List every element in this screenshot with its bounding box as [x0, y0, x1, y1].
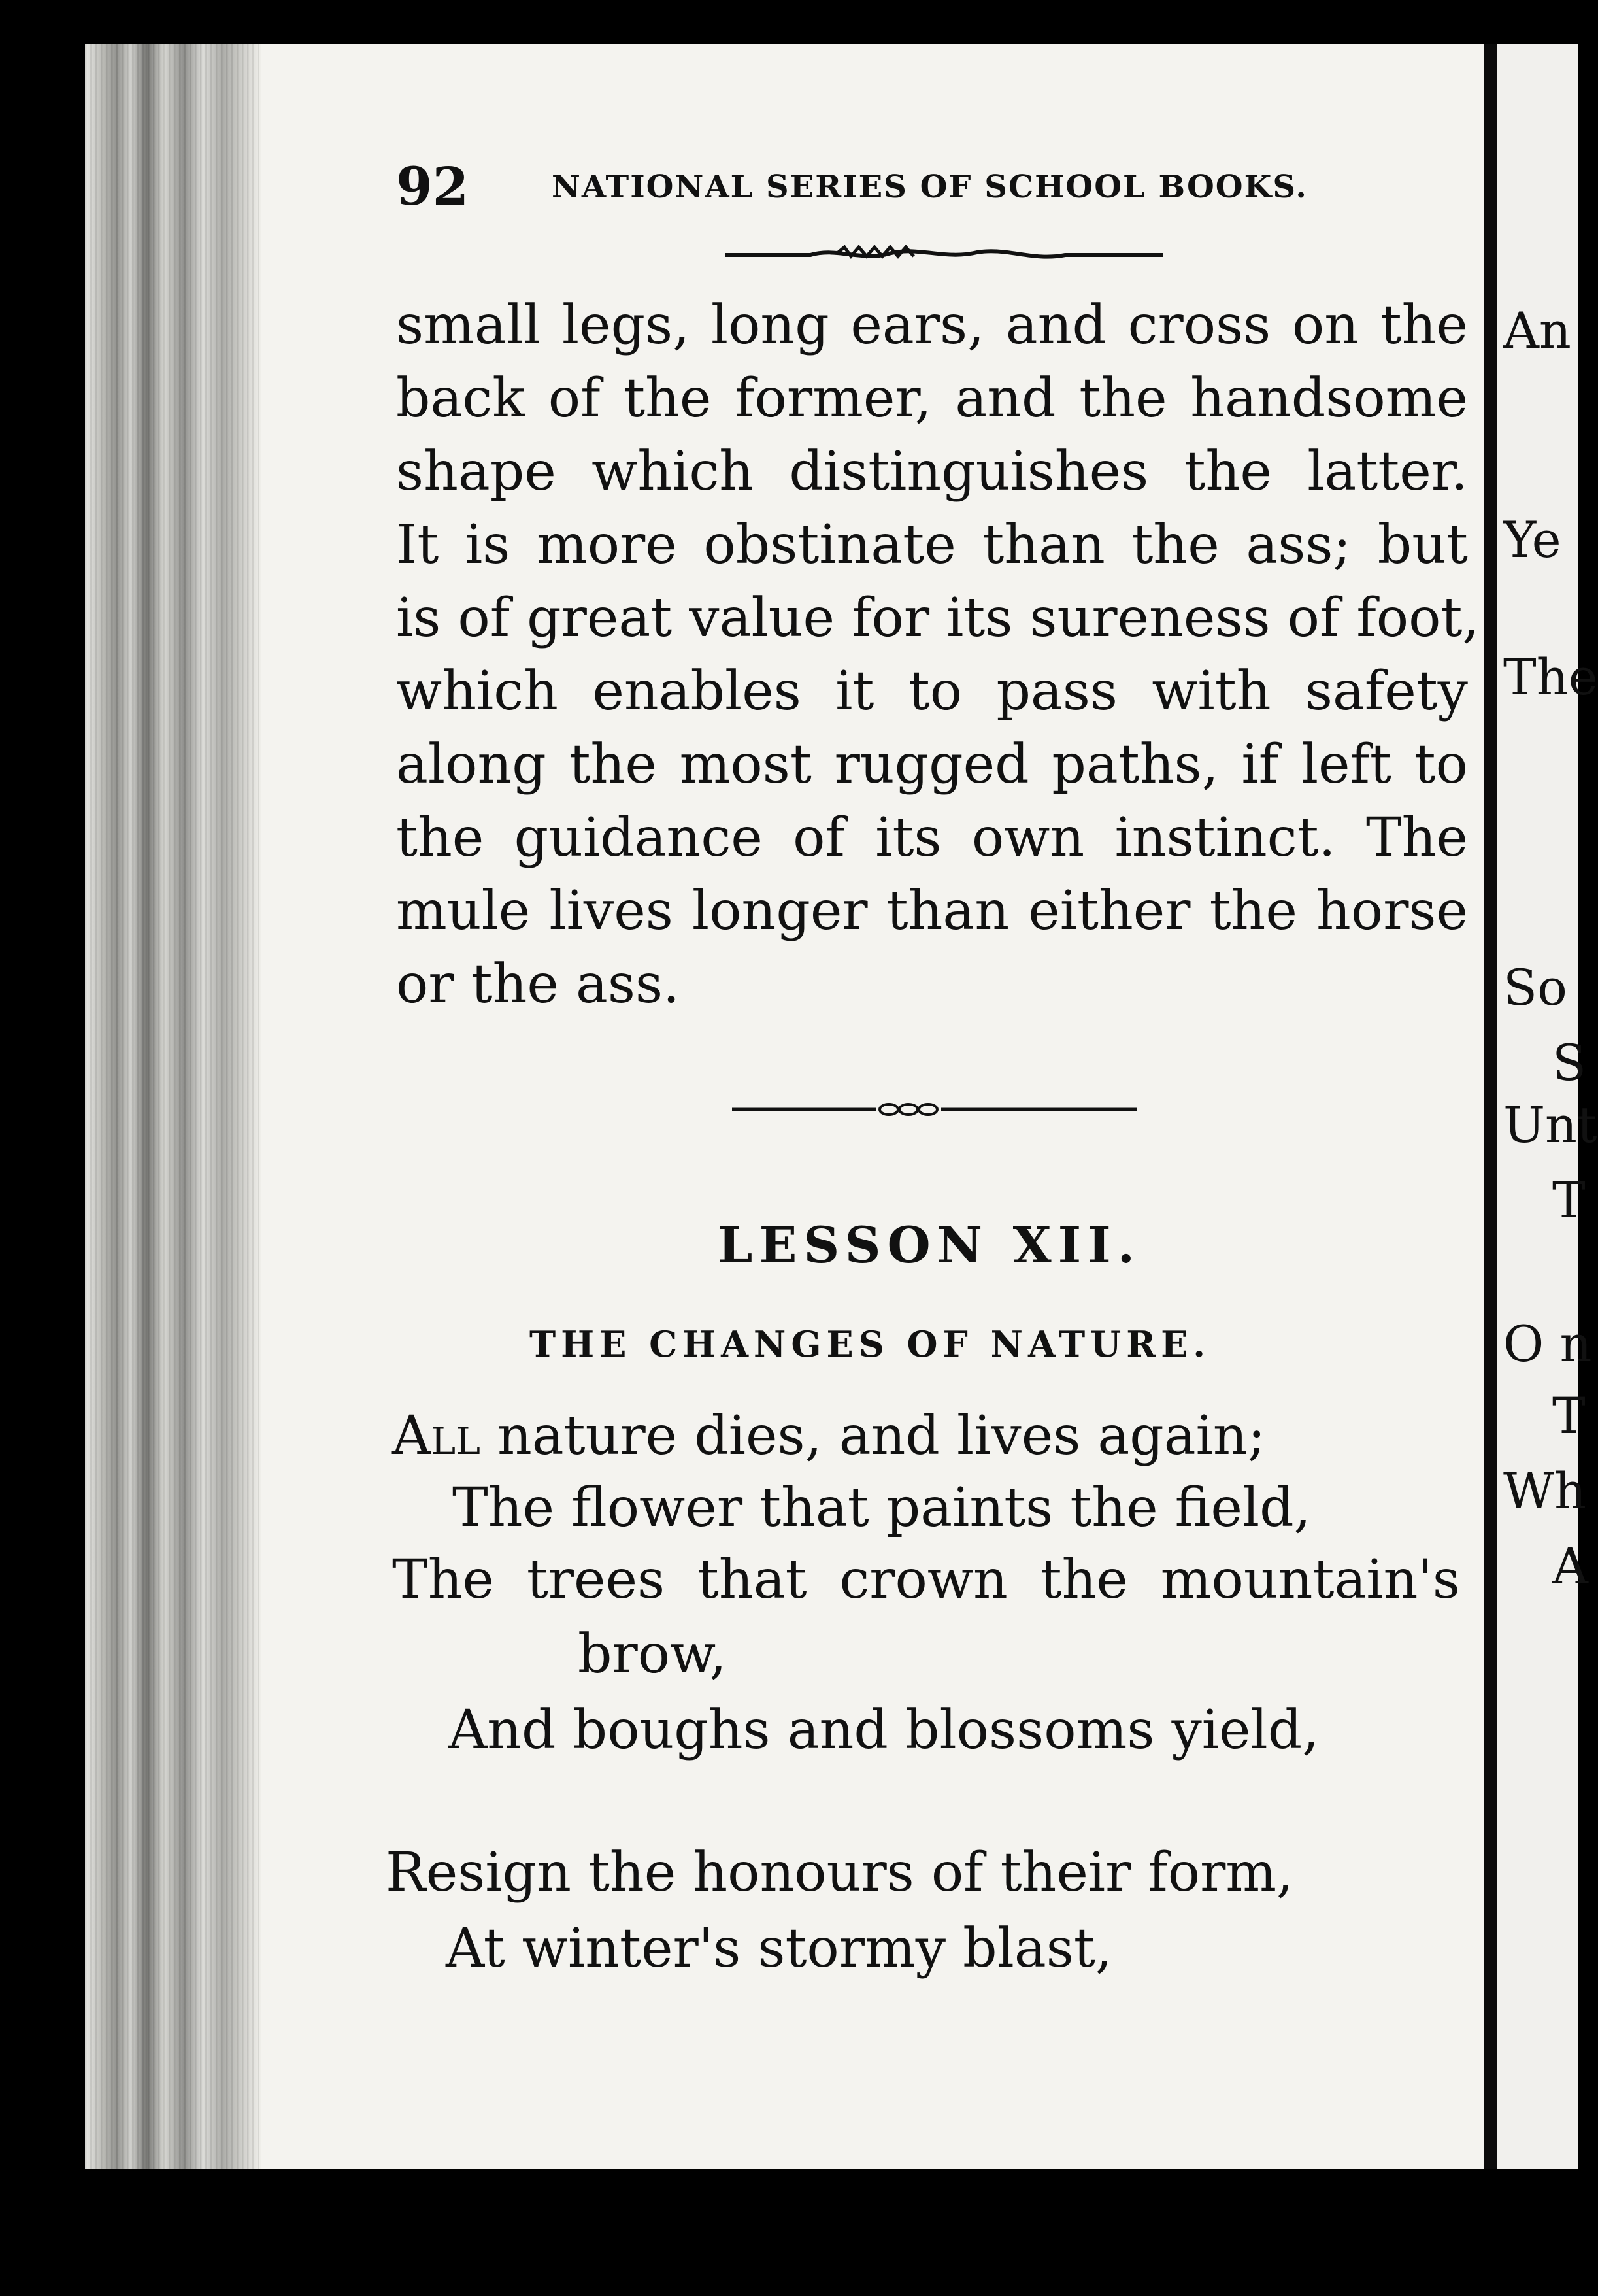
prose-line: or the ass.	[396, 953, 680, 1015]
facing-page-line: So	[1503, 958, 1567, 1017]
page-header	[396, 156, 1322, 217]
poem-line: The trees that crown the mountain's	[392, 1549, 1460, 1611]
facing-page-line: S	[1552, 1034, 1587, 1092]
page-gutter	[1484, 44, 1497, 2169]
poem-initial-word: All	[392, 1405, 480, 1467]
header-ornament-rule	[725, 242, 1163, 268]
prose-line: shape which distinguishes the latter.	[396, 441, 1468, 503]
prose-line: the guidance of its own instinct. The	[396, 807, 1468, 869]
facing-page-line: O n	[1503, 1315, 1592, 1373]
facing-page-line: The	[1503, 648, 1598, 706]
prose-line: mule lives longer than either the horse	[396, 880, 1468, 942]
poem-line: The flower that paints the field,	[452, 1477, 1311, 1539]
section-divider	[732, 1098, 1137, 1121]
prose-line: along the most rugged paths, if left to	[396, 734, 1468, 796]
facing-page-line: Ye	[1503, 511, 1561, 569]
prose-line: small legs, long ears, and cross on the	[396, 294, 1468, 356]
facing-page-line: Unt	[1503, 1096, 1597, 1154]
book-page-edge	[85, 44, 261, 2169]
facing-page-line: A	[1552, 1537, 1588, 1595]
facing-page	[1497, 44, 1598, 2169]
poem-line: Resign the honours of their form,	[386, 1842, 1294, 1904]
prose-line: It is more obstinate than the ass; but	[396, 514, 1468, 576]
poem-line	[392, 1405, 1266, 1467]
prose-line: which enables it to pass with safety	[396, 660, 1468, 722]
poem-line: At winter's stormy blast,	[446, 1917, 1112, 1980]
facing-page-line: Wh	[1503, 1462, 1587, 1520]
facing-page-line: An	[1503, 301, 1571, 360]
prose-paragraph	[396, 289, 1480, 1021]
lesson-subtitle: THE CHANGES OF NATURE.	[529, 1323, 1211, 1365]
page-number: 92	[396, 156, 469, 217]
poem-line-text: nature dies, and lives again;	[480, 1405, 1266, 1467]
prose-line: back of the former, and the handsome	[396, 367, 1468, 430]
poem-line: And boughs and blossoms yield,	[448, 1699, 1320, 1761]
facing-page-line: T	[1552, 1171, 1586, 1229]
poem-line: brow,	[578, 1623, 727, 1685]
prose-line: is of great value for its sureness of foot,	[396, 587, 1480, 649]
lesson-title: LESSON XII.	[718, 1216, 1142, 1274]
facing-page-line: T	[1552, 1387, 1586, 1445]
running-head: NATIONAL SERIES OF SCHOOL BOOKS.	[552, 169, 1308, 205]
